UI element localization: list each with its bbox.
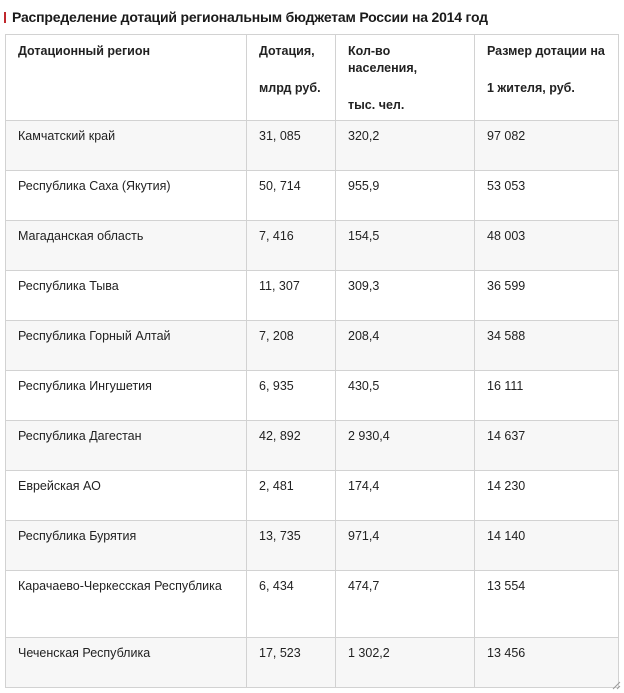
cell-region: Карачаево-Черкесская Республика xyxy=(6,571,247,638)
cell-subsidy: 2, 481 xyxy=(247,471,336,521)
cell-subsidy: 6, 935 xyxy=(247,371,336,421)
caption-marker xyxy=(4,12,6,23)
table-row xyxy=(6,321,619,371)
cell-per-capita: 34 588 xyxy=(475,321,619,371)
table-row xyxy=(6,221,619,271)
table-row xyxy=(6,471,619,521)
cell-subsidy: 11, 307 xyxy=(247,271,336,321)
cell-region: Чеченская Республика xyxy=(6,638,247,688)
cell-subsidy: 50, 714 xyxy=(247,171,336,221)
cell-population: 430,5 xyxy=(336,371,475,421)
cell-region: Республика Дагестан xyxy=(6,421,247,471)
cell-subsidy: 7, 416 xyxy=(247,221,336,271)
cell-per-capita: 14 230 xyxy=(475,471,619,521)
cell-population: 309,3 xyxy=(336,271,475,321)
cell-per-capita: 48 003 xyxy=(475,221,619,271)
table-row xyxy=(6,171,619,221)
resize-grip-icon[interactable] xyxy=(612,681,621,690)
cell-subsidy: 7, 208 xyxy=(247,321,336,371)
cell-subsidy: 17, 523 xyxy=(247,638,336,688)
cell-region: Еврейская АО xyxy=(6,471,247,521)
table-header-row xyxy=(6,35,619,121)
page-title: Распределение дотаций региональным бюджетам России на 2014 год xyxy=(12,9,488,25)
header-per-capita: Размер дотации на 1 жителя, руб. xyxy=(475,35,619,121)
header-region: Дотационный регион xyxy=(6,35,247,121)
cell-subsidy: 42, 892 xyxy=(247,421,336,471)
table-row xyxy=(6,371,619,421)
cell-population: 208,4 xyxy=(336,321,475,371)
cell-per-capita: 13 554 xyxy=(475,571,619,638)
table-caption xyxy=(4,8,488,26)
cell-per-capita: 53 053 xyxy=(475,171,619,221)
table-row xyxy=(6,638,619,688)
cell-per-capita: 14 140 xyxy=(475,521,619,571)
cell-per-capita: 36 599 xyxy=(475,271,619,321)
cell-population: 2 930,4 xyxy=(336,421,475,471)
cell-region: Магаданская область xyxy=(6,221,247,271)
cell-population: 154,5 xyxy=(336,221,475,271)
table-row xyxy=(6,421,619,471)
cell-subsidy: 6, 434 xyxy=(247,571,336,638)
cell-region: Республика Саха (Якутия) xyxy=(6,171,247,221)
cell-subsidy: 13, 735 xyxy=(247,521,336,571)
header-subsidy: Дотация, млрд руб. xyxy=(247,35,336,121)
cell-population: 474,7 xyxy=(336,571,475,638)
cell-population: 971,4 xyxy=(336,521,475,571)
cell-population: 320,2 xyxy=(336,121,475,171)
table-row xyxy=(6,521,619,571)
cell-per-capita: 14 637 xyxy=(475,421,619,471)
cell-per-capita: 97 082 xyxy=(475,121,619,171)
header-population: Кол-во населения, тыс. чел. xyxy=(336,35,475,121)
cell-population: 1 302,2 xyxy=(336,638,475,688)
table-row xyxy=(6,271,619,321)
cell-region: Камчатский край xyxy=(6,121,247,171)
cell-region: Республика Тыва xyxy=(6,271,247,321)
table-row xyxy=(6,121,619,171)
cell-region: Республика Ингушетия xyxy=(6,371,247,421)
cell-population: 955,9 xyxy=(336,171,475,221)
cell-population: 174,4 xyxy=(336,471,475,521)
cell-region: Республика Горный Алтай xyxy=(6,321,247,371)
cell-per-capita: 13 456 xyxy=(475,638,619,688)
cell-per-capita: 16 111 xyxy=(475,371,619,421)
cell-subsidy: 31, 085 xyxy=(247,121,336,171)
subsidies-table xyxy=(5,34,619,688)
table-row xyxy=(6,571,619,638)
cell-region: Республика Бурятия xyxy=(6,521,247,571)
